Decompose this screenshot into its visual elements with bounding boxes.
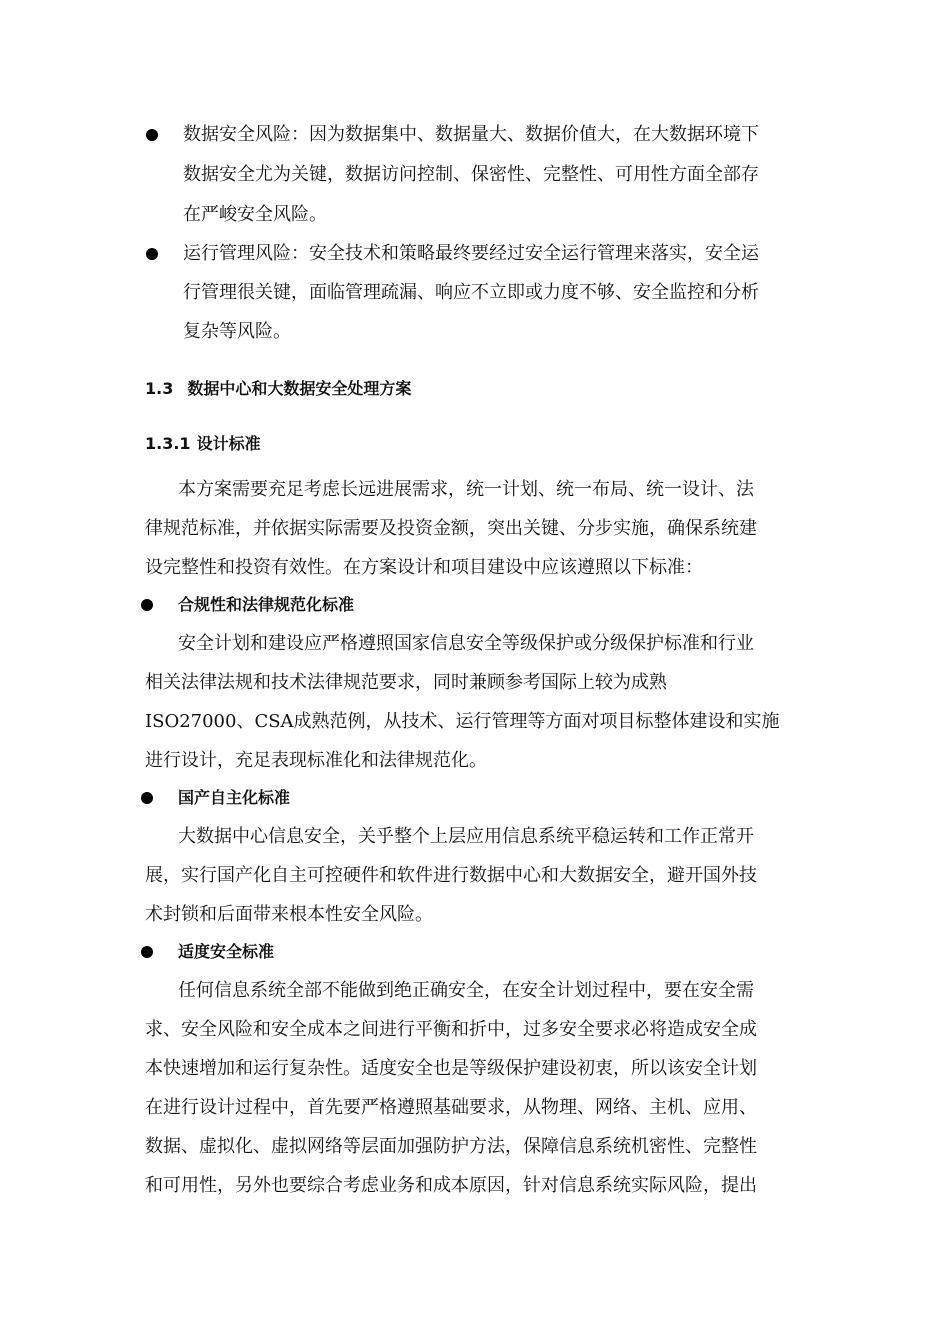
bullet-icon [141, 792, 153, 804]
paragraph-line: 展，实行国产化自主可控硬件和软件进行数据中心和大数据安全，避开国外技 [145, 865, 757, 886]
paragraph-line: 数据、虚拟化、虚拟网络等层面加强防护方法，保障信息系统机密性、完整性 [145, 1136, 757, 1157]
paragraph-line: 求、安全风险和安全成本之间进行平衡和折中，过多安全要求必将造成安全成 [145, 1019, 757, 1040]
paragraph-line: 在进行设计过程中，首先要严格遵照基础要求，从物理、网络、主机、应用、 [145, 1097, 757, 1118]
paragraph-line: 相关法律法规和技术法律规范要求，同时兼顾参考国际上较为成熟 [145, 672, 667, 693]
standard-title: 适度安全标准 [178, 942, 275, 961]
paragraph-line: 任何信息系统全部不能做到绝正确安全，在安全计划过程中，要在安全需 [178, 980, 754, 1001]
standard-title: 国产自主化标准 [178, 788, 291, 807]
standard-title: 合规性和法律规范化标准 [178, 595, 355, 614]
paragraph-line: 和可用性，另外也要综合考虑业务和成本原因，针对信息系统实际风险，提出 [145, 1175, 757, 1196]
paragraph-line: 安全计划和建设应严格遵照国家信息安全等级保护或分级保护标准和行业 [178, 633, 754, 654]
paragraph-line: 复杂等风险。 [183, 321, 291, 342]
paragraph-line: 大数据中心信息安全，关乎整个上层应用信息系统平稳运转和工作正常开 [178, 826, 754, 847]
paragraph-line: 本快速增加和运行复杂性。适度安全也是等级保护建设初衷，所以该安全计划 [145, 1058, 757, 1079]
paragraph-line: ISO27000、CSA成熟范例，从技术、运行管理等方面对项目标整体建设和实施 [145, 711, 780, 732]
paragraph-line: 进行设计，充足表现标准化和法律规范化。 [145, 750, 487, 771]
section-number: 1.3 [145, 379, 174, 398]
bullet-icon [146, 129, 158, 141]
bullet-icon [141, 599, 153, 611]
bullet-icon [146, 248, 158, 260]
section-heading-1-3-1 [145, 433, 261, 455]
paragraph-line: 术封锁和后面带来根本性安全风险。 [145, 904, 433, 925]
paragraph-line: 在严峻安全风险。 [183, 204, 327, 225]
section-heading-1-3 [145, 378, 411, 400]
bullet-icon [141, 946, 153, 958]
section-number: 1.3.1 [145, 434, 191, 453]
paragraph-line: 运行管理风险：安全技术和策略最终要经过安全运行管理来落实，安全运 [183, 243, 759, 264]
section-title: 设计标准 [196, 434, 261, 453]
section-title: 数据中心和大数据安全处理方案 [187, 379, 412, 398]
paragraph-line: 律规范标准，并依据实际需要及投资金额，突出关键、分步实施，确保系统建 [145, 518, 757, 539]
paragraph-line: 设完整性和投资有效性。在方案设计和项目建设中应该遵照以下标准： [145, 557, 703, 578]
paragraph-line: 数据安全尤为关键，数据访问控制、保密性、完整性、可用性方面全部存 [183, 164, 759, 185]
paragraph-line: 行管理很关键，面临管理疏漏、响应不立即或力度不够、安全监控和分析 [183, 282, 759, 303]
paragraph-line: 数据安全风险：因为数据集中、数据量大、数据价值大，在大数据环境下 [183, 124, 759, 145]
paragraph-line: 本方案需要充足考虑长远进展需求，统一计划、统一布局、统一设计、法 [178, 479, 754, 500]
